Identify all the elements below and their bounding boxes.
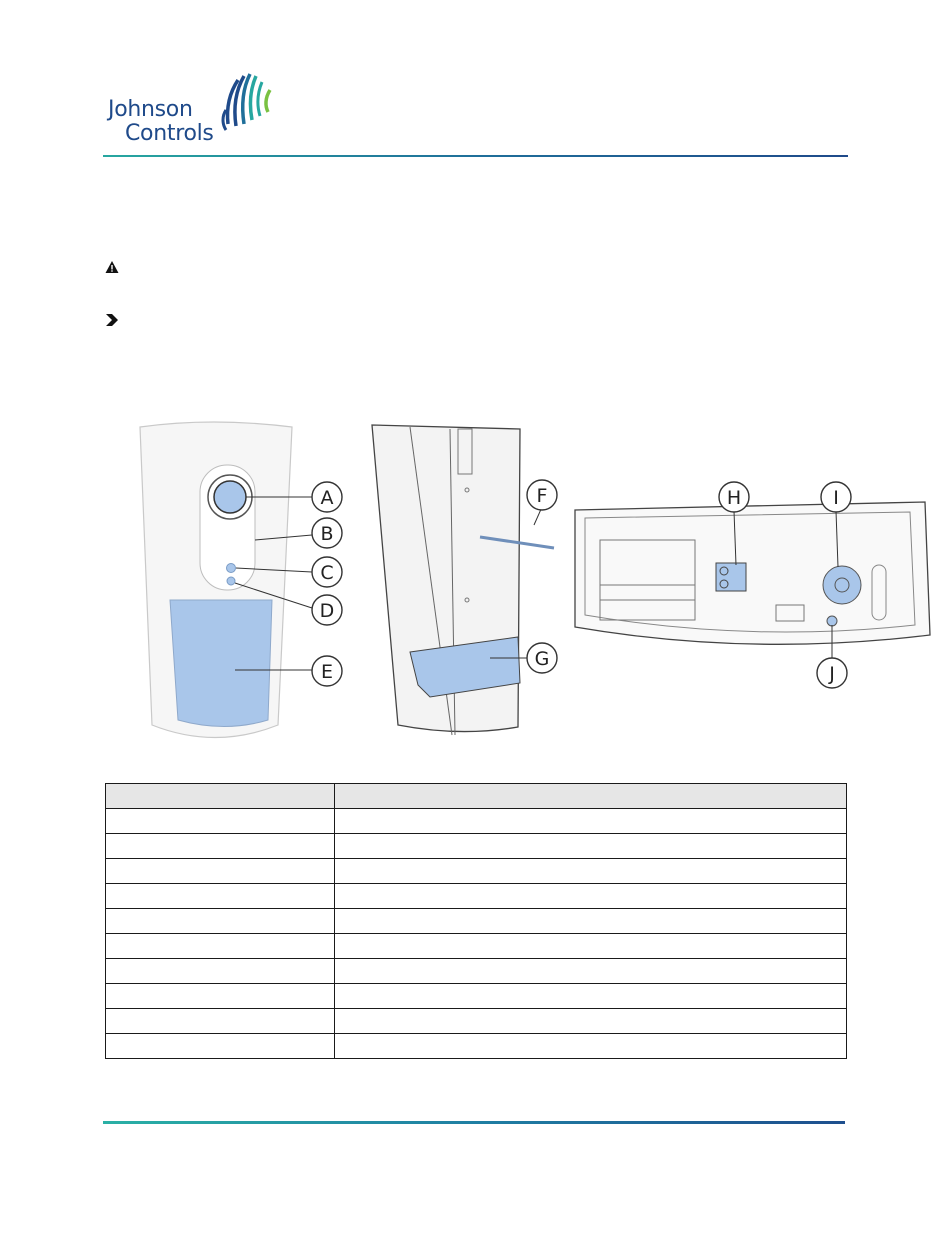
switch-j [827,616,837,626]
table-cell [335,834,847,859]
table-cell [335,1034,847,1059]
table-header-row [106,784,847,809]
logo-line-1: Johnson [108,97,193,122]
table-cell [335,809,847,834]
table-cell [106,859,335,884]
callout-g: G [534,648,550,670]
table-cell [106,934,335,959]
parts-table [105,783,847,1059]
table-cell [335,1009,847,1034]
table-row [106,859,847,884]
button-a [214,481,246,513]
chevron-right-icon [105,313,119,327]
table-row [106,934,847,959]
side-view [372,425,554,735]
table-cell [335,984,847,1009]
open-view [575,502,930,660]
lens-e [170,600,272,727]
product-figure [130,415,942,760]
callout-c: C [320,562,334,584]
callout-j: J [829,663,835,685]
tamper-i [823,566,861,604]
table-header-cell [335,784,847,809]
logo-mark-icon [218,72,276,132]
callout-b: B [320,523,334,545]
callout-a: A [320,487,334,509]
table-row [106,809,847,834]
table-row [106,984,847,1009]
table-cell [106,809,335,834]
logo-line-2: Controls [125,121,214,146]
callout-h: H [726,487,742,509]
front-view [140,422,312,738]
table-cell [335,909,847,934]
table-row [106,834,847,859]
table-cell [335,959,847,984]
warning-triangle-icon [105,260,119,274]
table-row [106,884,847,909]
led-c [227,564,236,573]
led-d [227,577,235,585]
callout-d: D [319,600,335,622]
table-cell [106,1009,335,1034]
table-cell [106,834,335,859]
callout-i: I [833,487,839,509]
table-row [106,959,847,984]
table-cell [106,884,335,909]
callout-e: E [320,661,334,683]
callout-f: F [536,485,548,507]
table-cell [106,959,335,984]
header-rule [103,155,848,157]
table-row [106,909,847,934]
table-cell [335,859,847,884]
table-cell [335,884,847,909]
logo-text [108,98,214,146]
footer-rule [103,1121,845,1124]
table-cell [106,1034,335,1059]
table-cell [335,934,847,959]
table-header-cell [106,784,335,809]
table-row [106,1009,847,1034]
table-cell [106,984,335,1009]
table-cell [106,909,335,934]
table-row [106,1034,847,1059]
